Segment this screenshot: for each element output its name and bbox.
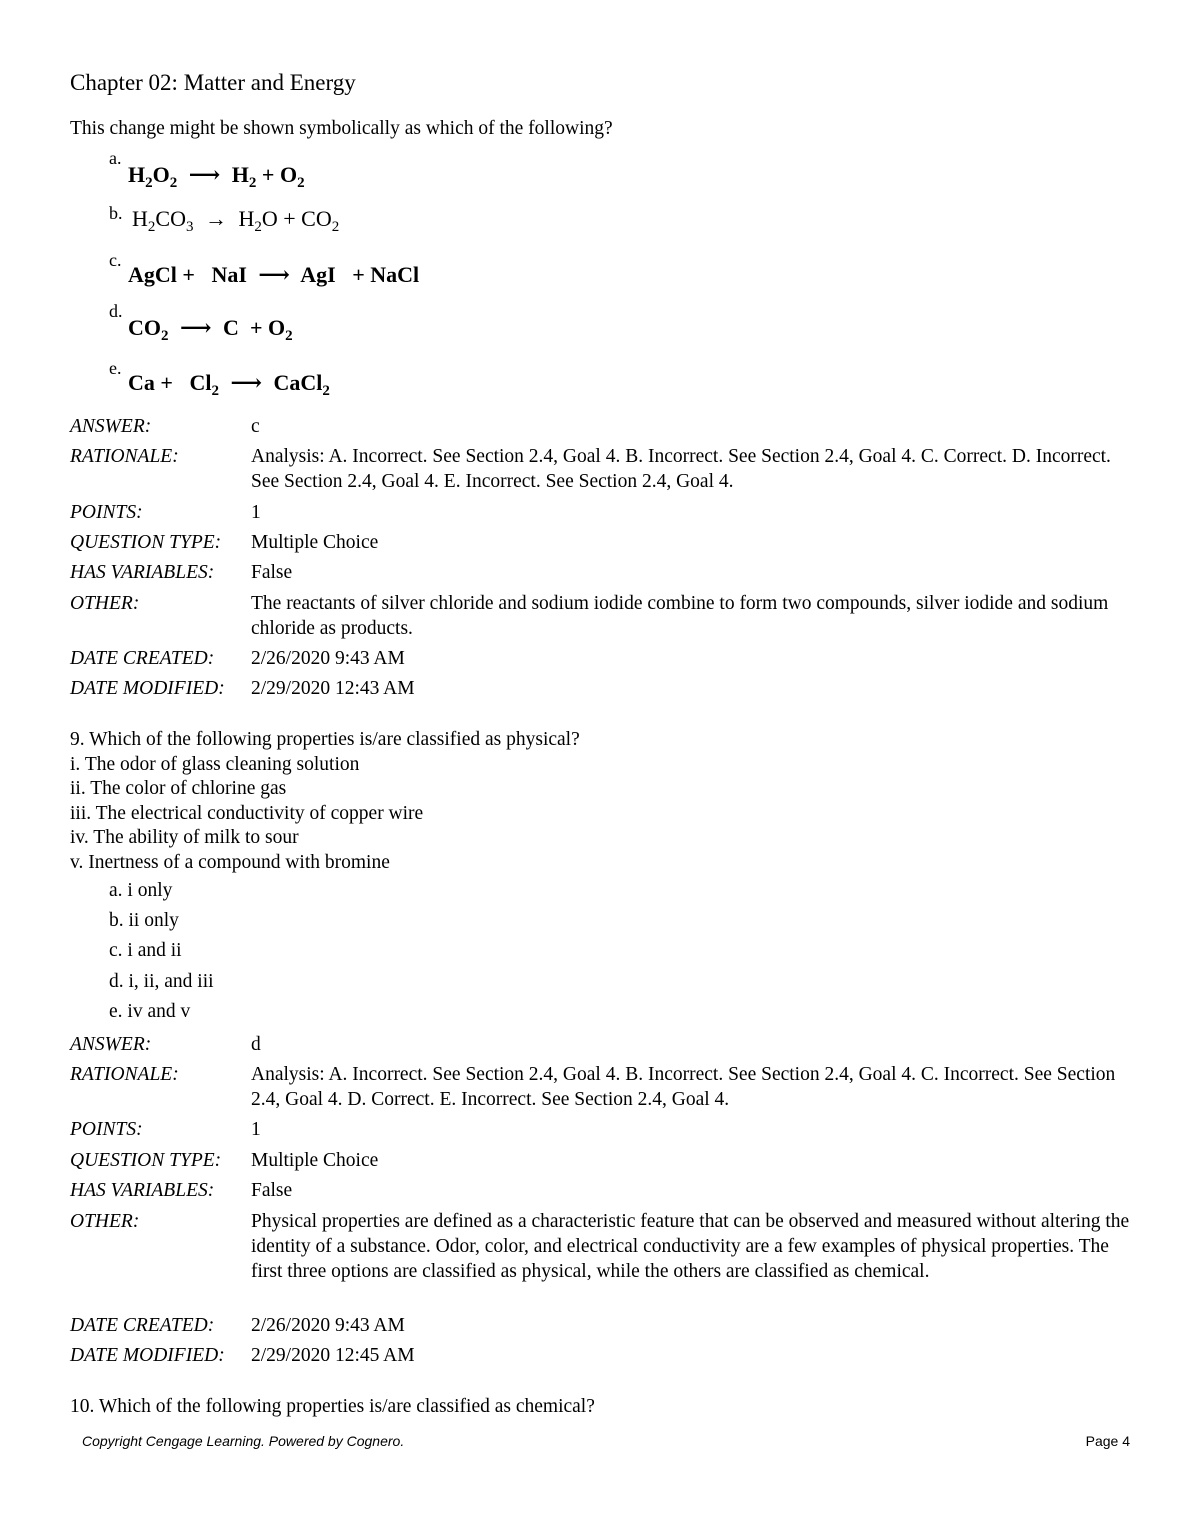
list-item: iii. The electrical conductivity of copper wire: [70, 803, 424, 824]
choice-c: c. i and ii: [109, 940, 182, 961]
footer-copyright: Copyright Cengage Learning. Powered by Cognero.: [82, 1433, 405, 1449]
reaction-arrow-icon: ⟶: [188, 162, 221, 187]
option-e-letter: e.: [109, 358, 122, 378]
question-8-stem: This change might be shown symbolically as which of the following?: [70, 118, 613, 139]
choice-d: d. i, ii, and iii: [109, 971, 214, 992]
option-a-letter: a.: [109, 148, 122, 168]
choice-b: b. ii only: [109, 910, 179, 931]
equation-e: Ca + $Cl_2$ ⟶ CaCl$_2$: [128, 370, 330, 399]
choice-a: a. i only: [109, 880, 173, 901]
reaction-arrow-icon: ⟶: [230, 370, 262, 395]
list-item: iv. The ability of milk to sour: [70, 827, 299, 848]
list-item: ii. The color of chlorine gas: [70, 778, 287, 799]
option-c-letter: c.: [109, 250, 122, 270]
question-10-stem: 10. Which of the following properties is/are classified as chemical?: [70, 1396, 595, 1417]
list-item: v. Inertness of a compound with bromine: [70, 852, 390, 873]
equation-d: $CO_2$ ⟶ $C + O_2$: [128, 315, 293, 344]
choice-e: e. iv and v: [109, 1001, 191, 1022]
reaction-arrow-icon: ⟶: [180, 315, 212, 340]
option-b-letter: b.: [109, 203, 123, 223]
option-d-letter: d.: [109, 301, 123, 321]
reaction-arrow-icon: →: [204, 206, 227, 231]
footer-page-number: Page 4: [1085, 1433, 1130, 1449]
list-item: i. The odor of glass cleaning solution: [70, 754, 360, 775]
chapter-title: Chapter 02: Matter and Energy: [70, 70, 356, 95]
question-9-stem: 9. Which of the following properties is/are classified as physical?: [70, 729, 580, 750]
equation-b: $H_2CO_3 \to H_2O + CO_2$: [132, 206, 340, 235]
reaction-arrow-icon: ⟶: [258, 262, 290, 287]
equation-a: $H_2O_2$ ⟶ $H_2 + O_2$: [128, 162, 305, 191]
equation-c: AgCl + NaI ⟶ AgI + NaCl: [128, 262, 420, 287]
